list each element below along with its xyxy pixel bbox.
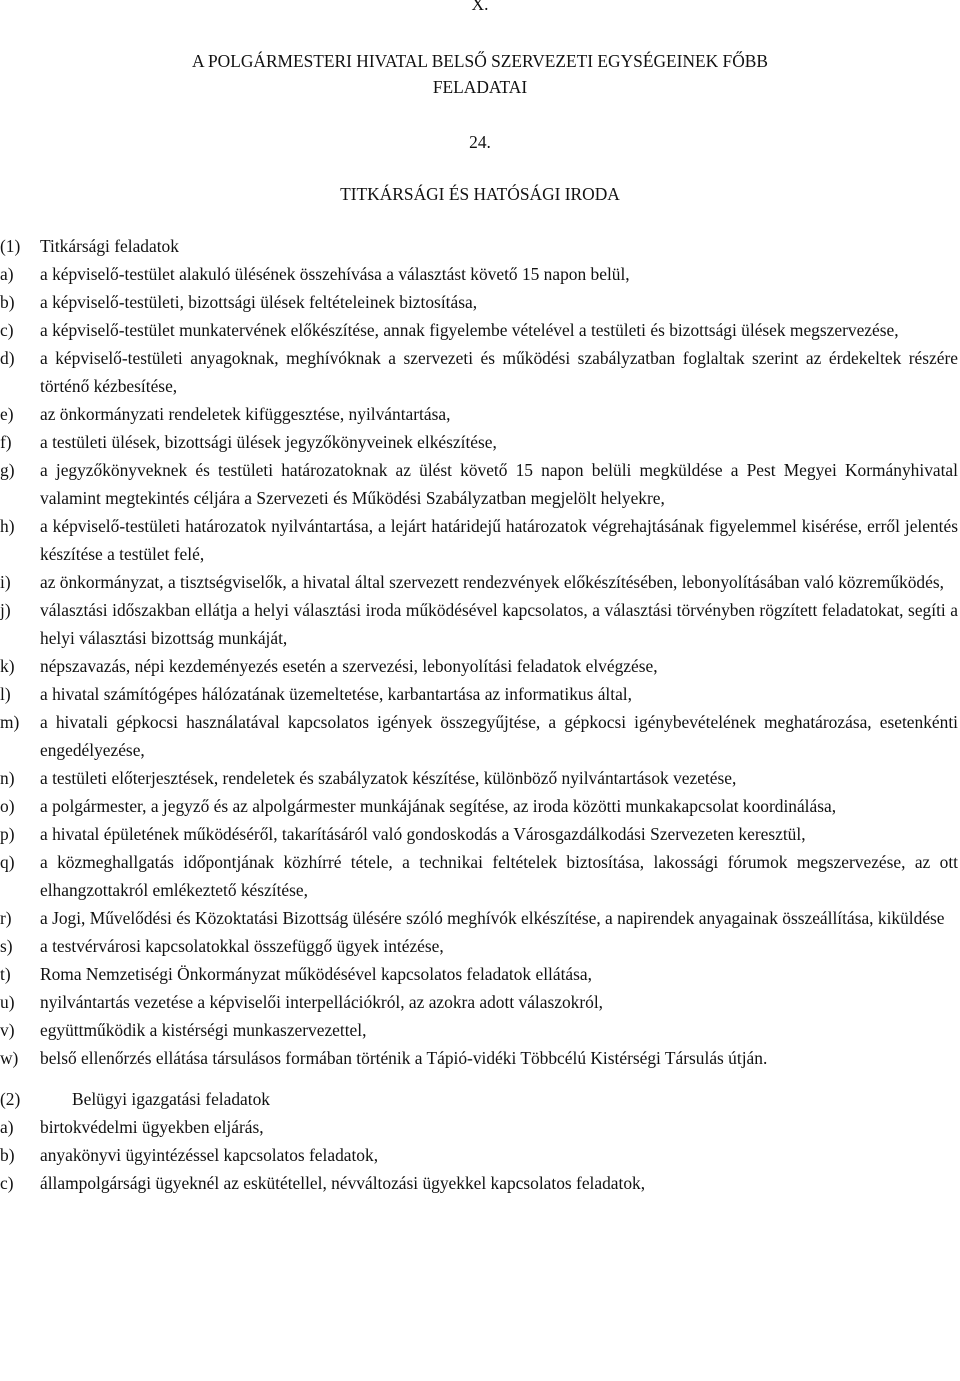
item-label: w)	[0, 1048, 19, 1068]
item-label: c)	[0, 320, 14, 340]
section-label: (2)	[0, 1089, 21, 1109]
item-text: a polgármester, a jegyző és az alpolgármester munkájának segítése, az iroda közötti munkakapcsolat koordinálása,	[40, 796, 837, 816]
item-text: választási időszakban ellátja a helyi választási iroda működésével kapcsolatos, a választási törvényben rögzített feladatokat, segíti a helyi választási bizottság munkáját,	[40, 600, 958, 648]
chapter-number: X.	[471, 0, 489, 14]
item-text: a jegyzőkönyveknek és testületi határozatoknak az ülést követő 15 napon belüli megküldése a Pest Megyei Kormányhivatal valamint megtekintés céljára a Szervezeti és Működési Szabályzatban megjelölt helyekre,	[40, 460, 958, 508]
item-label: t)	[0, 964, 11, 984]
section-heading-text: Titkársági feladatok	[40, 236, 179, 256]
item-label: q)	[0, 852, 15, 872]
list-item	[0, 932, 960, 960]
item-text: az önkormányzat, a tisztségviselők, a hivatal által szervezett rendezvények előkészítésében, lebonyolításában való közreműködés,	[40, 572, 944, 592]
item-text: a testvérvárosi kapcsolatokkal összefüggő ügyek intézése,	[40, 936, 444, 956]
task-list	[0, 232, 960, 1197]
item-text: állampolgársági ügyeknél az eskütétellel, névváltozási ügyekkel kapcsolatos feladatok,	[40, 1173, 646, 1193]
list-item	[0, 1169, 960, 1197]
item-text: a képviselő-testületi határozatok nyilvántartása, a lejárt határidejű határozatok végrehajtásának figyelemmel kisérése, erről jelentés készítése a testület felé,	[40, 516, 958, 564]
item-label: c)	[0, 1173, 14, 1193]
section-label: (1)	[0, 236, 21, 256]
item-label: a)	[0, 1117, 14, 1137]
list-item	[0, 904, 960, 932]
list-item	[0, 708, 960, 764]
list-item	[0, 848, 960, 904]
item-label: m)	[0, 712, 20, 732]
list-item	[0, 288, 960, 316]
item-text: a képviselő-testületi, bizottsági ülések feltételeinek biztosítása,	[40, 292, 478, 312]
list-item	[0, 316, 960, 344]
item-text: nyilvántartás vezetése a képviselői interpellációkról, az azokra adott válaszokról,	[40, 992, 604, 1012]
list-item	[0, 960, 960, 988]
item-text: a képviselő-testület munkatervének előkészítése, annak figyelembe vételével a testületi és bizottsági ülések megszervezése,	[40, 320, 899, 340]
item-text: a hivatal számítógépes hálózatának üzemeltetése, karbantartása az informatikus által,	[40, 684, 632, 704]
task-section	[0, 1085, 960, 1197]
item-label: f)	[0, 432, 12, 452]
document-title-line1: A POLGÁRMESTERI HIVATAL BELSŐ SZERVEZETI EGYSÉGEINEK FŐBB	[192, 51, 768, 71]
item-text: a hivatal épületének működéséről, takarításáról való gondoskodás a Városgazdálkodási Szervezeten keresztül,	[40, 824, 806, 844]
list-item	[0, 652, 960, 680]
list-item	[0, 260, 960, 288]
list-item	[0, 428, 960, 456]
section-number: 24.	[469, 132, 491, 152]
item-text: a hivatali gépkocsi használatával kapcsolatos igények összegyűjtése, a gépkocsi igénybevételének meghatározása, esetenkénti engedélyezése,	[40, 712, 958, 760]
section-heading-text: Belügyi igazgatási feladatok	[72, 1089, 270, 1109]
list-item	[0, 764, 960, 792]
item-text: a képviselő-testületi anyagoknak, meghívóknak a szervezeti és működési szabályzatban foglaltak szerint az érdekeltek részére történő kézbesítése,	[40, 348, 958, 396]
item-text: a Jogi, Művelődési és Közoktatási Bizottság ülésére szóló meghívók elkészítése, a napirendek anyagainak összeállítása, kiküldése	[40, 908, 945, 928]
item-label: p)	[0, 824, 15, 844]
item-label: n)	[0, 768, 15, 788]
item-label: h)	[0, 516, 15, 536]
list-item	[0, 1141, 960, 1169]
list-item	[0, 680, 960, 708]
list-item	[0, 512, 960, 568]
item-text: az önkormányzati rendeletek kifüggesztése, nyilvántartása,	[40, 404, 451, 424]
item-label: b)	[0, 292, 15, 312]
list-item	[0, 988, 960, 1016]
item-label: i)	[0, 572, 11, 592]
list-item	[0, 400, 960, 428]
list-item	[0, 1113, 960, 1141]
item-label: l)	[0, 684, 11, 704]
item-label: s)	[0, 936, 13, 956]
item-label: u)	[0, 992, 15, 1012]
section-title: TITKÁRSÁGI ÉS HATÓSÁGI IRODA	[340, 184, 620, 204]
item-label: j)	[0, 600, 11, 620]
item-label: r)	[0, 908, 12, 928]
item-text: a képviselő-testület alakuló ülésének összehívása a választást követő 15 napon belül,	[40, 264, 630, 284]
item-label: d)	[0, 348, 15, 368]
list-item	[0, 568, 960, 596]
item-text: együttműködik a kistérségi munkaszervezettel,	[40, 1020, 367, 1040]
item-text: a közmeghallgatás időpontjának közhírré tétele, a technikai feltételek biztosítása, lakossági fórumok megszervezése, az ott elhangzottakról emlékeztető készítése,	[40, 852, 958, 900]
list-item	[0, 1044, 960, 1072]
item-label: g)	[0, 460, 15, 480]
item-text: Roma Nemzetiségi Önkormányzat működésével kapcsolatos feladatok ellátása,	[40, 964, 592, 984]
document-title-line2: FELADATAI	[432, 77, 528, 97]
list-item	[0, 596, 960, 652]
item-label: a)	[0, 264, 14, 284]
list-item	[0, 344, 960, 400]
item-label: e)	[0, 404, 14, 424]
item-text: népszavazás, népi kezdeményezés esetén a szervezési, lebonyolítási feladatok elvégzése,	[40, 656, 658, 676]
item-text: anyakönyvi ügyintézéssel kapcsolatos feladatok,	[40, 1145, 379, 1165]
item-text: a testületi előterjesztések, rendeletek és szabályzatok készítése, különböző nyilvántartások vezetése,	[40, 768, 737, 788]
list-item	[0, 1016, 960, 1044]
section-heading	[0, 232, 960, 260]
item-label: v)	[0, 1020, 15, 1040]
list-item	[0, 792, 960, 820]
item-text: birtokvédelmi ügyekben eljárás,	[40, 1117, 264, 1137]
item-label: o)	[0, 796, 15, 816]
item-label: b)	[0, 1145, 15, 1165]
item-label: k)	[0, 656, 15, 676]
list-item	[0, 456, 960, 512]
list-item	[0, 820, 960, 848]
item-text: a testületi ülések, bizottsági ülések jegyzőkönyveinek elkészítése,	[40, 432, 497, 452]
task-section	[0, 232, 960, 1072]
section-heading	[0, 1085, 960, 1113]
item-text: belső ellenőrzés ellátása társulásos formában történik a Tápió-vidéki Többcélú Kistérségi Társulás útján.	[40, 1048, 768, 1068]
